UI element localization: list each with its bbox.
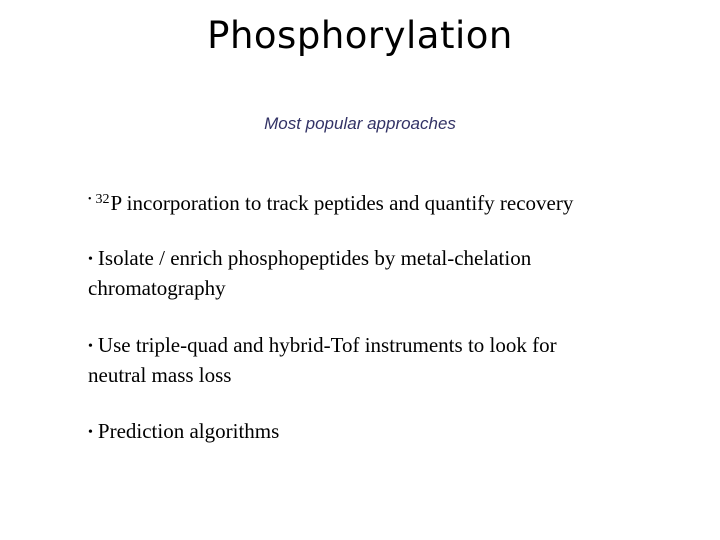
- bullet-text: Prediction algorithms: [97, 419, 280, 443]
- isotope-superscript: 32: [95, 192, 110, 207]
- bullet-dot: •: [88, 339, 93, 354]
- bullet-item-2: [88, 244, 688, 302]
- bullet-text-continued: chromatography: [88, 276, 226, 300]
- slide-title: Phosphorylation: [207, 14, 513, 57]
- bullet-dot: •: [88, 252, 93, 267]
- bullet-dot: •: [88, 194, 92, 205]
- isotope-element: P: [110, 191, 122, 215]
- bullet-text: incorporation to track peptides and quantify recovery: [121, 191, 574, 215]
- bullet-text: Use triple-quad and hybrid-Tof instruments to look for: [97, 333, 557, 357]
- bullet-text-continued: neutral mass loss: [88, 363, 232, 387]
- bullet-item-4: [88, 417, 688, 447]
- slide-subtitle: Most popular approaches: [264, 114, 456, 133]
- bullet-text: Isolate / enrich phosphopeptides by metal-chelation: [97, 246, 532, 270]
- bullet-item-1: [88, 186, 688, 217]
- bullet-item-3: [88, 331, 688, 389]
- bullet-dot: •: [88, 425, 93, 440]
